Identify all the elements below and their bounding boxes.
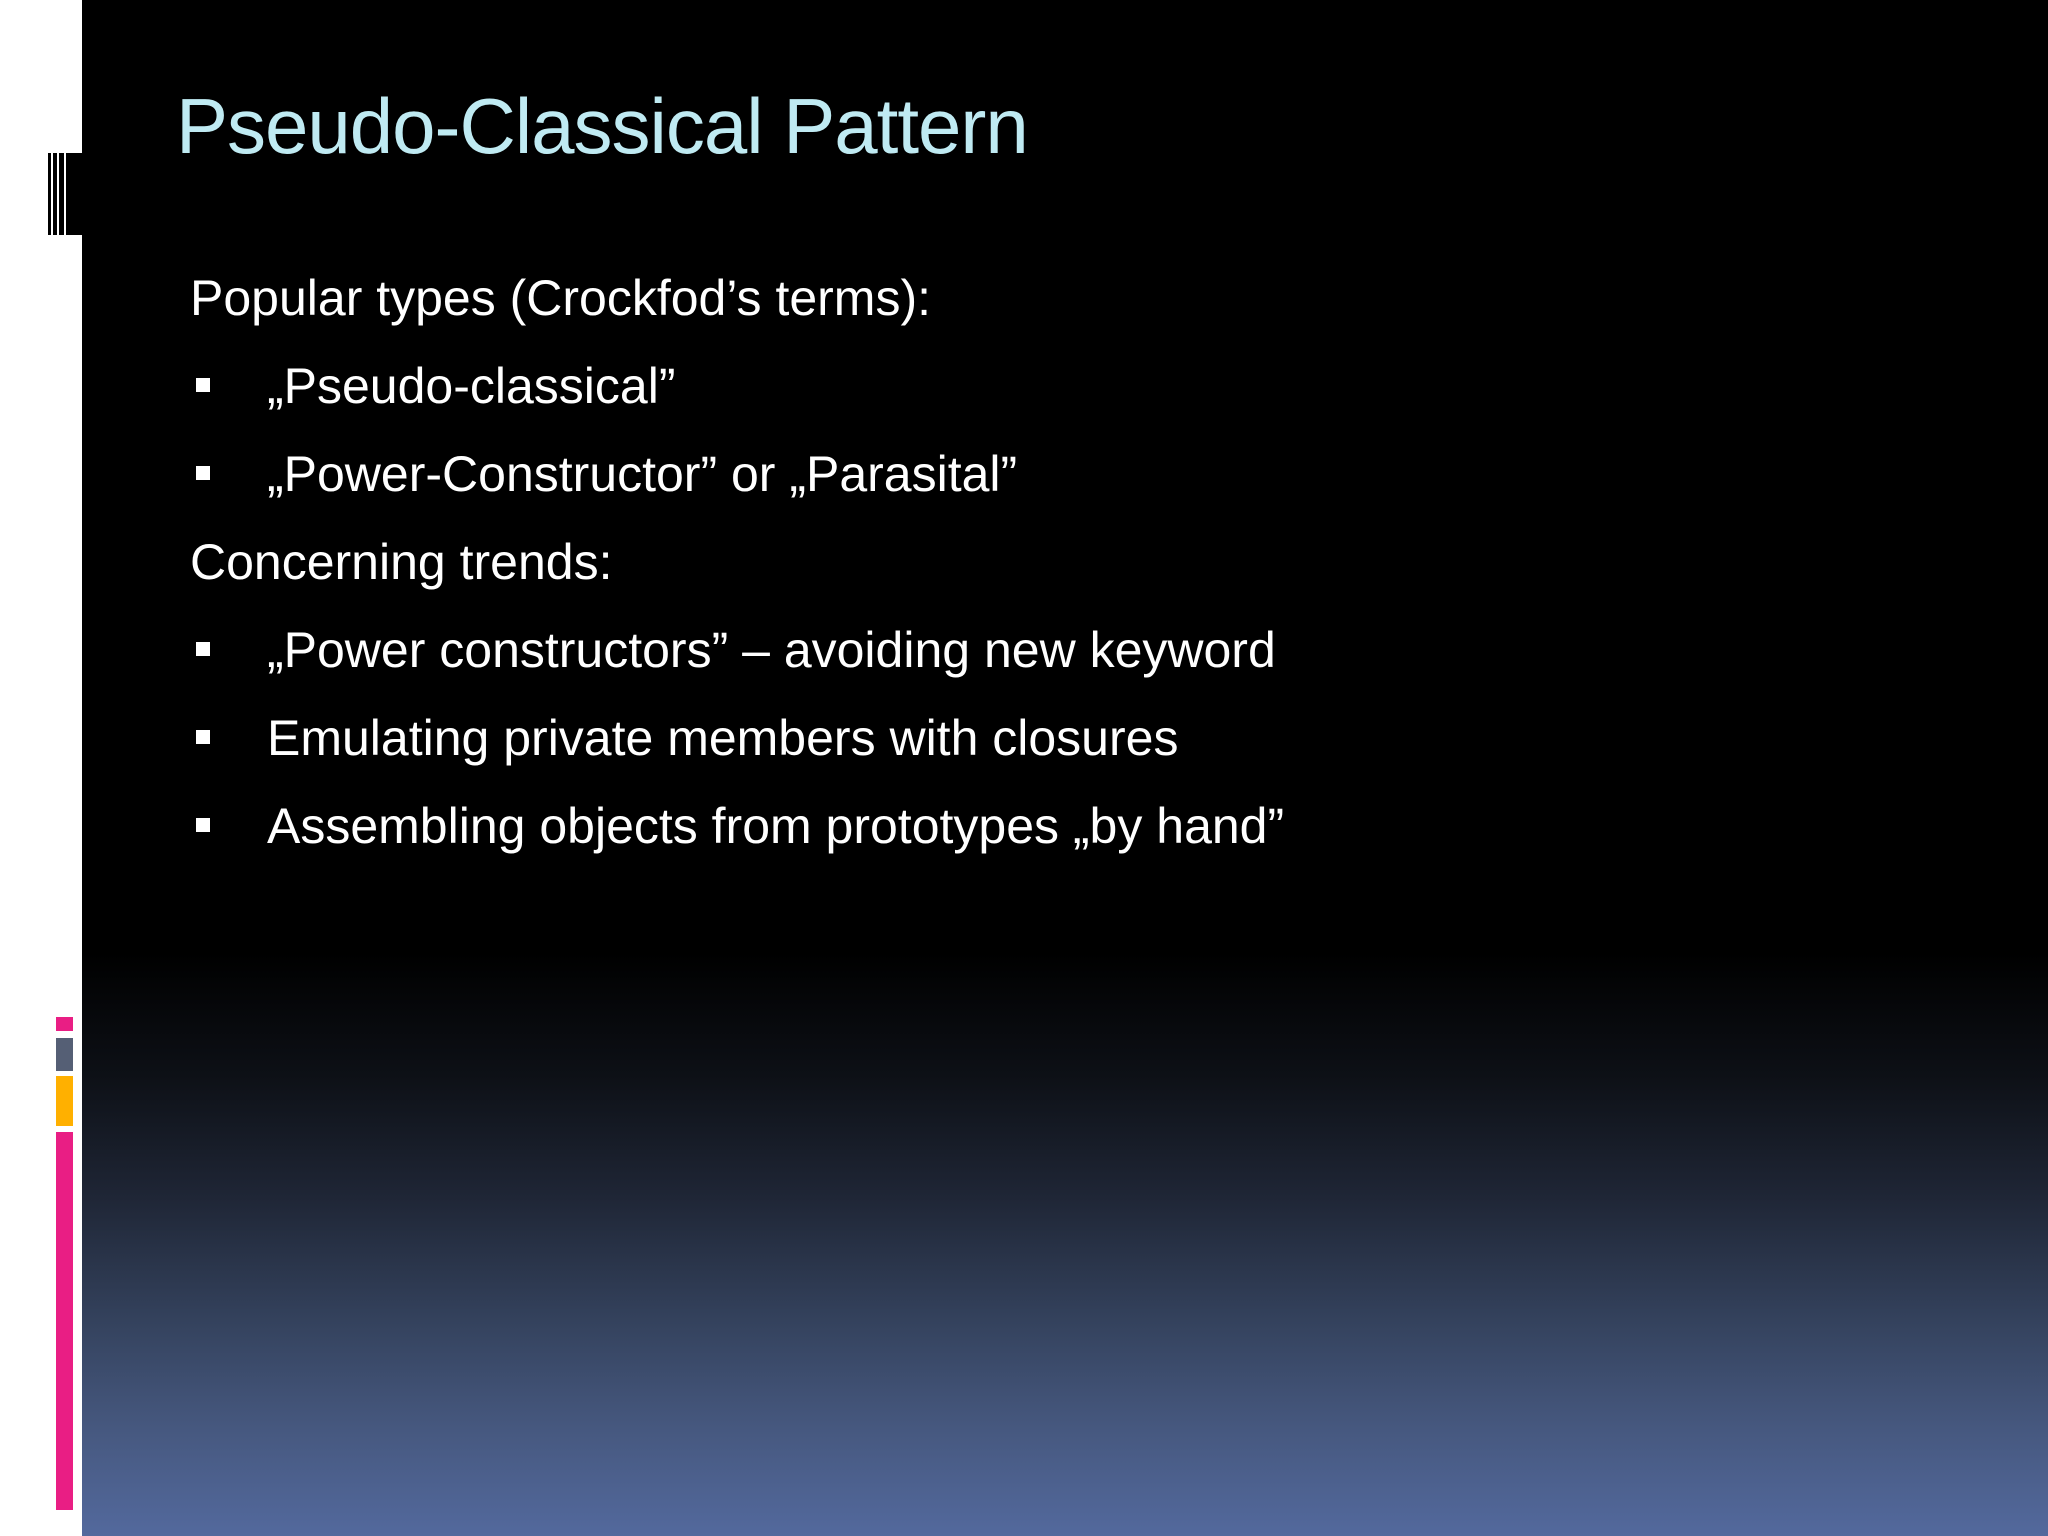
bullet-list-item	[190, 442, 1790, 530]
section-heading-text: Concerning trends:	[190, 534, 613, 590]
bullet-list-item	[190, 794, 1790, 882]
sidebar-pink-long	[56, 1132, 73, 1510]
bullet-list-item	[190, 354, 1790, 442]
square-bullet-icon	[196, 730, 210, 744]
sidebar-gray-block	[56, 1038, 73, 1071]
slide-title: Pseudo-Classical Pattern	[176, 82, 1028, 170]
intro-line	[190, 266, 1790, 354]
bullet-text: Emulating private members with closures	[267, 710, 1179, 766]
bullet-text: „Power constructors” – avoiding new keyword	[267, 622, 1276, 678]
sidebar-orange-block	[56, 1076, 73, 1126]
bullet-text: Assembling objects from prototypes „by hand”	[267, 798, 1285, 854]
bullet-list-item	[190, 618, 1790, 706]
left-white-strip	[0, 0, 82, 1536]
bullet-list-item	[190, 706, 1790, 794]
square-bullet-icon	[196, 642, 210, 656]
intro-text: Popular types (Crockfod’s terms):	[190, 270, 931, 326]
header-bar-ornament	[48, 153, 82, 235]
square-bullet-icon	[196, 818, 210, 832]
square-bullet-icon	[196, 378, 210, 392]
square-bullet-icon	[196, 466, 210, 480]
sidebar-pink-top	[56, 1017, 73, 1031]
slide-content	[190, 266, 1790, 882]
bullet-text: „Pseudo-classical”	[267, 358, 676, 414]
section-heading-line	[190, 530, 1790, 618]
bullet-text: „Power-Constructor” or „Parasital”	[267, 446, 1018, 502]
